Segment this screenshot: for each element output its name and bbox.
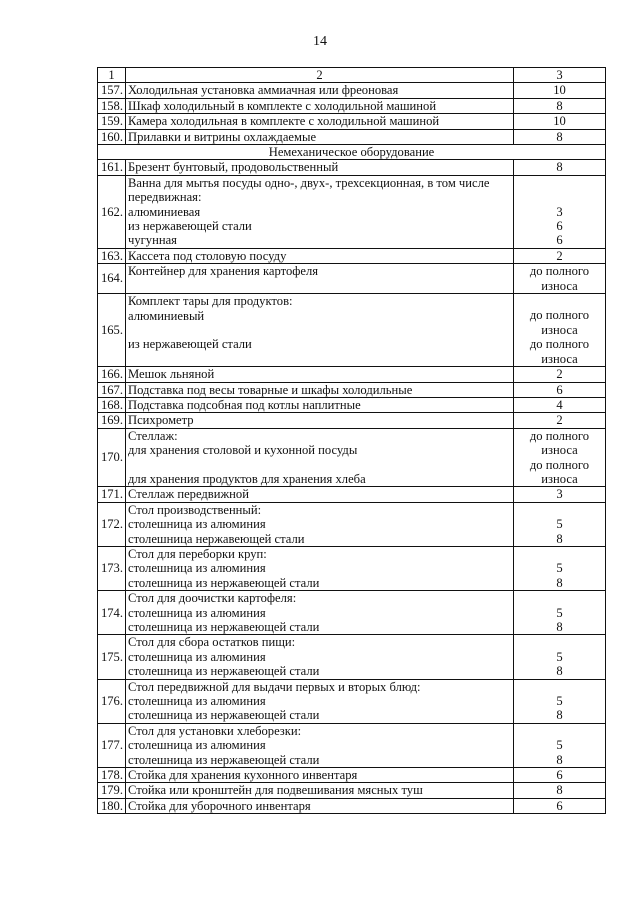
sub-item: столешница из алюминия (128, 605, 266, 620)
item-title: Комплект тары для продуктов: (128, 294, 293, 309)
item-name: Стойка для хранения кухонного инвентаря (126, 768, 514, 783)
service-life: 6 (556, 233, 563, 248)
row-number: 171. (98, 487, 126, 502)
item-name-block (126, 294, 514, 367)
item-title: Стол для сбора остатков пищи: (128, 635, 296, 650)
service-life: 8 (556, 752, 563, 767)
table-row (98, 175, 606, 248)
equipment-table (97, 67, 606, 814)
header-col-2: 2 (126, 68, 514, 83)
table-row (98, 428, 606, 487)
sub-item: столешница из нержавеющей стали (128, 664, 320, 679)
item-name: Брезент бунтовый, продовольственный (126, 160, 514, 175)
row-number: 167. (98, 382, 126, 397)
item-name: Стойка или кронштейн для подвешивания мясных туш (126, 783, 514, 798)
service-life-block (514, 428, 606, 487)
table-row (98, 129, 606, 144)
item-title: Стол для установки хлеборезки: (128, 723, 302, 738)
sub-item: для хранения столовой и кухонной посуды (128, 443, 358, 458)
sub-item: алюминиевая (128, 204, 201, 219)
service-life: 6 (514, 798, 606, 813)
sub-item: из нержавеющей стали (128, 337, 252, 352)
row-number: 180. (98, 798, 126, 813)
service-life: 6 (514, 768, 606, 783)
item-title: Стеллаж: (128, 428, 178, 443)
service-life-block (514, 635, 606, 679)
item-title: передвижная: (128, 190, 202, 205)
service-life-block (514, 264, 606, 294)
service-life: 8 (556, 620, 563, 634)
table-row (98, 413, 606, 428)
row-number: 175. (98, 635, 126, 679)
service-life: 10 (514, 83, 606, 98)
sub-item: столешница из нержавеющей стали (128, 708, 320, 723)
item-name: Мешок льняной (126, 367, 514, 382)
service-life: 2 (514, 248, 606, 263)
item-name-block (126, 679, 514, 723)
table-row (98, 83, 606, 98)
service-life: 8 (556, 531, 563, 546)
table-row (98, 783, 606, 798)
header-col-3: 3 (514, 68, 606, 83)
sub-item: для хранения продуктов для хранения хлеба (128, 471, 366, 486)
service-life: 6 (556, 219, 563, 234)
service-life: 5 (556, 605, 563, 620)
item-title: Стол для переборки круп: (128, 546, 267, 561)
service-life-block (514, 294, 606, 367)
service-life-block (514, 723, 606, 767)
service-life: износа (541, 443, 578, 458)
table-row (98, 487, 606, 502)
service-life: 5 (556, 649, 563, 664)
sub-item: столешница нержавеющей стали (128, 531, 305, 546)
row-number: 174. (98, 591, 126, 635)
service-life: 6 (514, 382, 606, 397)
item-name: Подставка под весы товарные и шкафы холодильные (126, 382, 514, 397)
service-life: 8 (514, 783, 606, 798)
service-life: до полного (529, 264, 590, 279)
item-name-block (126, 591, 514, 635)
table-row (98, 160, 606, 175)
row-number: 161. (98, 160, 126, 175)
row-number: 158. (98, 98, 126, 113)
service-life-block (514, 175, 606, 248)
service-life: 8 (514, 129, 606, 144)
item-name: Стойка для уборочного инвентаря (126, 798, 514, 813)
sub-item: алюминиевый (128, 308, 205, 323)
item-name-block (126, 428, 514, 487)
row-number: 162. (98, 175, 126, 248)
table-row (98, 679, 606, 723)
section-row (98, 145, 606, 160)
service-life: 3 (514, 487, 606, 502)
service-life: 2 (514, 413, 606, 428)
row-number: 179. (98, 783, 126, 798)
sub-item: столешница из нержавеющей стали (128, 575, 320, 590)
table-row (98, 768, 606, 783)
item-title: Стол для доочистки картофеля: (128, 591, 297, 606)
service-life: 8 (556, 664, 563, 679)
item-name: Кассета под столовую посуду (126, 248, 514, 263)
row-number: 157. (98, 83, 126, 98)
service-life: 10 (514, 114, 606, 129)
table-row (98, 382, 606, 397)
service-life: 5 (556, 561, 563, 576)
row-number: 172. (98, 502, 126, 546)
service-life-block (514, 679, 606, 723)
row-number: 163. (98, 248, 126, 263)
table-row (98, 502, 606, 546)
service-life-block (514, 546, 606, 590)
table-row (98, 397, 606, 412)
item-title: Ванна для мытья посуды одно-, двух-, трехсекционная, в том числе (128, 175, 490, 190)
table-row (98, 114, 606, 129)
item-name-block (126, 502, 514, 546)
sub-item: столешница из нержавеющей стали (128, 620, 320, 635)
row-number: 176. (98, 679, 126, 723)
table-row (98, 723, 606, 767)
service-life: 8 (514, 98, 606, 113)
sub-item: столешница из алюминия (128, 738, 266, 753)
table-row (98, 367, 606, 382)
item-name: Психрометр (126, 413, 514, 428)
row-number: 168. (98, 397, 126, 412)
table-row (98, 591, 606, 635)
row-number: 178. (98, 768, 126, 783)
service-life: 8 (514, 160, 606, 175)
sub-item: столешница из алюминия (128, 649, 266, 664)
item-name: Шкаф холодильный в комплекте с холодильной машиной (126, 98, 514, 113)
item-name: Холодильная установка аммиачная или фреоновая (126, 83, 514, 98)
item-title: Стол передвижной для выдачи первых и вторых блюд: (128, 679, 421, 694)
table-row (98, 798, 606, 813)
service-life: износа (541, 471, 578, 486)
row-number: 169. (98, 413, 126, 428)
service-life: до полного (529, 428, 590, 443)
service-life: до полного (529, 337, 590, 352)
service-life: износа (541, 322, 578, 337)
table-row (98, 98, 606, 113)
service-life: 2 (514, 367, 606, 382)
row-number: 164. (98, 264, 126, 294)
row-number: 166. (98, 367, 126, 382)
row-number: 159. (98, 114, 126, 129)
row-number: 170. (98, 428, 126, 487)
item-name: Прилавки и витрины охлаждаемые (126, 129, 514, 144)
table-row (98, 635, 606, 679)
sub-item: столешница из алюминия (128, 561, 266, 576)
table-row (98, 294, 606, 367)
row-number: 173. (98, 546, 126, 590)
service-life: 5 (556, 694, 563, 709)
service-life: 8 (556, 575, 563, 590)
item-name: Камера холодильная в комплекте с холодильной машиной (126, 114, 514, 129)
header-col-1: 1 (98, 68, 126, 83)
sub-item: столешница из алюминия (128, 694, 266, 709)
service-life: до полного (529, 308, 590, 323)
item-name-block (126, 175, 514, 248)
sub-item: столешница из алюминия (128, 517, 266, 532)
service-life: 5 (556, 517, 563, 532)
section-title: Немеханическое оборудование (98, 145, 606, 160)
service-life: 5 (556, 738, 563, 753)
service-life: износа (541, 351, 578, 366)
sub-item: чугунная (128, 233, 177, 248)
sub-item: из нержавеющей стали (128, 219, 252, 234)
item-name: Стеллаж передвижной (126, 487, 514, 502)
table-row (98, 264, 606, 294)
item-name: Контейнер для хранения картофеля (126, 264, 514, 294)
table-header-row (98, 68, 606, 83)
row-number: 165. (98, 294, 126, 367)
service-life-block (514, 591, 606, 635)
sub-item: столешница из нержавеющей стали (128, 752, 320, 767)
service-life: 4 (514, 397, 606, 412)
service-life: 8 (556, 708, 563, 723)
item-name-block (126, 546, 514, 590)
row-number: 160. (98, 129, 126, 144)
service-life-block (514, 502, 606, 546)
service-life: износа (541, 278, 578, 293)
table-row (98, 546, 606, 590)
service-life: до полного (529, 457, 590, 472)
item-name-block (126, 635, 514, 679)
table-row (98, 248, 606, 263)
item-name: Подставка подсобная под котлы наплитные (126, 397, 514, 412)
item-name-block (126, 723, 514, 767)
page-number: 14 (313, 34, 327, 49)
item-title: Стол производственный: (128, 502, 262, 517)
service-life: 3 (556, 204, 563, 219)
row-number: 177. (98, 723, 126, 767)
